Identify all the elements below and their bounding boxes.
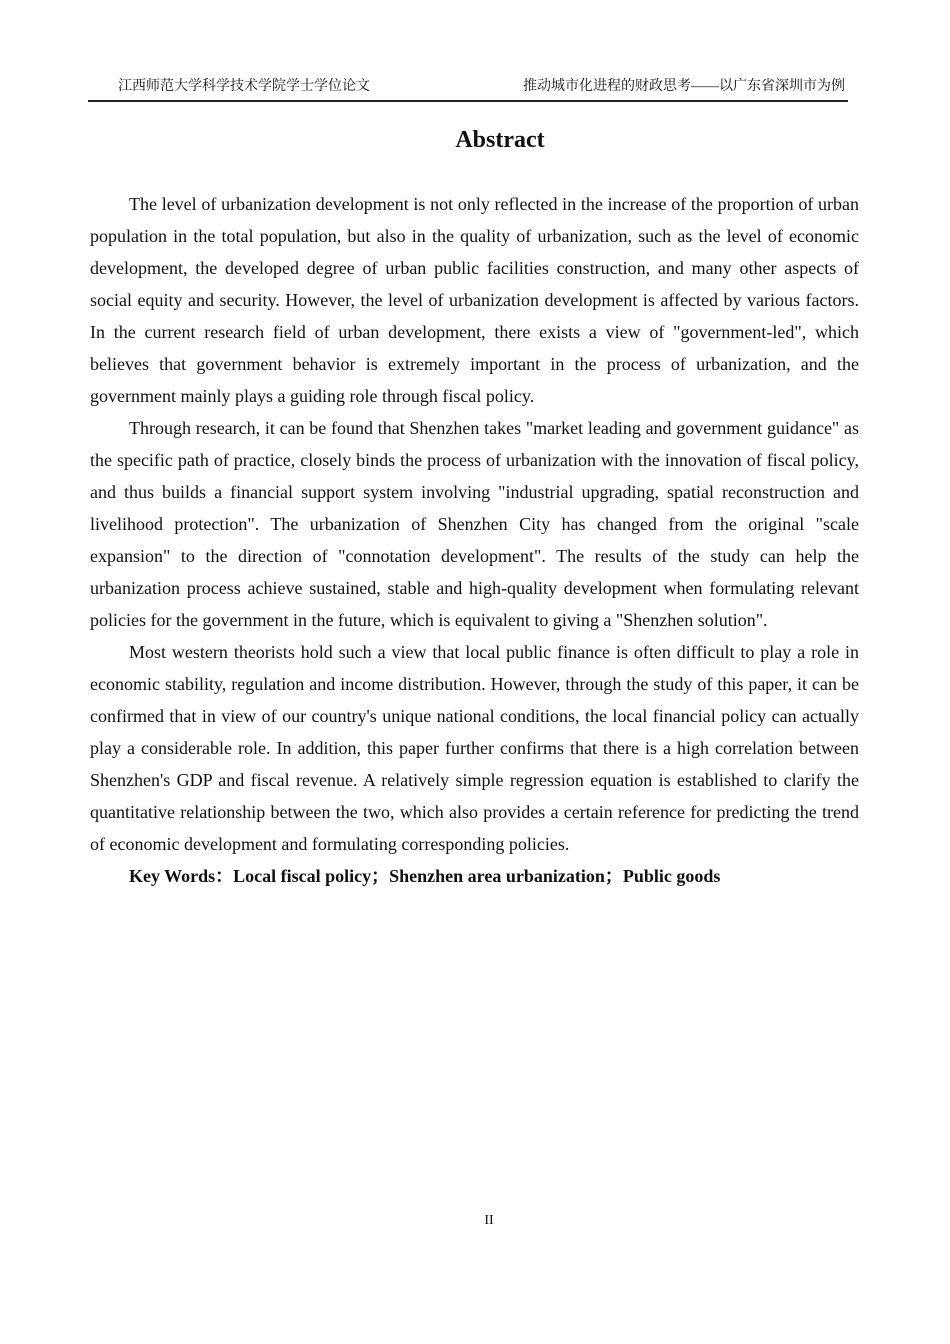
abstract-body (90, 188, 859, 892)
page-title: Abstract (455, 127, 545, 153)
abstract-paragraph-1: The level of urbanization development is not only reflected in the increase of the proportion of urban population in the total population, but also in the quality of urbanization, such as the level of economic development, the developed degree of urban public facilities construction, and many other aspects of social equity and security. However, the level of urbanization development is affected by various factors. In the current research field of urban development, there exists a view of "government-led", which believes that government behavior is extremely important in the process of urbanization, and the government mainly plays a guiding role through fiscal policy. (90, 194, 859, 406)
page-number: II (484, 1213, 494, 1228)
abstract-paragraph-3: Most western theorists hold such a view that local public finance is often difficult to play a role in economic stability, regulation and income distribution. However, through the study of this paper, it can be confirmed that in view of our country's unique national conditions, the local financial policy can actually play a considerable role. In addition, this paper further confirms that there is a high correlation between Shenzhen's GDP and fiscal revenue. A relatively simple regression equation is established to clarify the quantitative relationship between the two, which also provides a certain reference for predicting the trend of economic development and formulating corresponding policies. (90, 642, 859, 854)
keywords: Key Words：Local fiscal policy；Shenzhen area urbanization；Public goods (129, 866, 721, 886)
header-divider (88, 100, 848, 102)
abstract-paragraph-2: Through research, it can be found that Shenzhen takes "market leading and government guidance" as the specific path of practice, closely binds the process of urbanization with the innovation of fiscal policy, and thus builds a financial support system involving "industrial upgrading, spatial reconstruction and livelihood protection". The urbanization of Shenzhen City has changed from the original "scale expansion" to the direction of "connotation development". The results of the study can help the urbanization process achieve sustained, stable and high-quality development when formulating relevant policies for the government in the future, which is equivalent to giving a "Shenzhen solution". (90, 418, 859, 630)
header-right-title: 推动城市化进程的财政思考——以广东省深圳市为例 (523, 79, 845, 94)
header-left-title: 江西师范大学科学技术学院学士学位论文 (118, 79, 370, 94)
